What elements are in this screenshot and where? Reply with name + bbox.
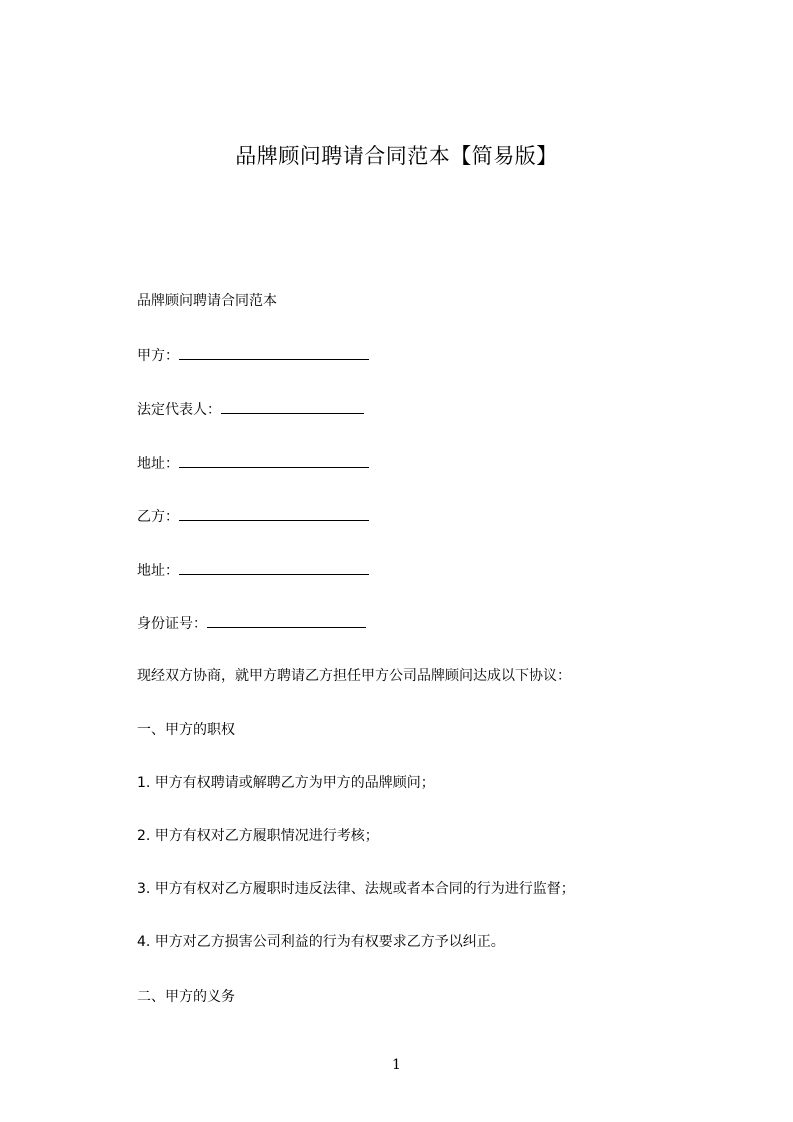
legal-representative-blank[interactable]	[221, 399, 364, 414]
document-title: 品牌顾问聘请合同范本【简易版】	[235, 144, 558, 168]
legal-representative-field	[137, 399, 364, 420]
section-1-item: 1. 甲方有权聘请或解聘乙方为甲方的品牌顾问；	[137, 775, 435, 791]
party-a-address-label: 地址：	[137, 456, 179, 472]
id-number-label: 身份证号：	[137, 616, 207, 632]
party-b-address-field	[137, 560, 369, 581]
id-number-field	[137, 613, 366, 634]
party-a-address-blank[interactable]	[179, 453, 369, 468]
party-b-blank[interactable]	[179, 506, 369, 521]
section-1-item: 3. 甲方有权对乙方履职时违反法律、法规或者本合同的行为进行监督；	[137, 881, 575, 897]
section-1-heading: 一、甲方的职权	[137, 722, 235, 738]
party-b-field	[137, 506, 369, 527]
party-b-address-label: 地址：	[137, 563, 179, 579]
section-1-item: 2. 甲方有权对乙方履职情况进行考核；	[137, 828, 379, 844]
page-number: 1	[392, 1057, 401, 1073]
section-2-heading: 二、甲方的义务	[137, 989, 235, 1005]
contract-subtitle: 品牌顾问聘请合同范本	[137, 293, 277, 309]
legal-representative-label: 法定代表人：	[137, 402, 221, 418]
party-a-blank[interactable]	[179, 345, 369, 360]
party-a-label: 甲方：	[137, 348, 179, 364]
party-b-label: 乙方：	[137, 509, 179, 525]
intro-paragraph: 现经双方协商，就甲方聘请乙方担任甲方公司品牌顾问达成以下协议：	[137, 668, 571, 684]
id-number-blank[interactable]	[207, 613, 366, 628]
section-1-item: 4. 甲方对乙方损害公司利益的行为有权要求乙方予以纠正。	[137, 934, 505, 950]
party-a-field	[137, 345, 369, 366]
party-b-address-blank[interactable]	[179, 560, 369, 575]
party-a-address-field	[137, 453, 369, 474]
